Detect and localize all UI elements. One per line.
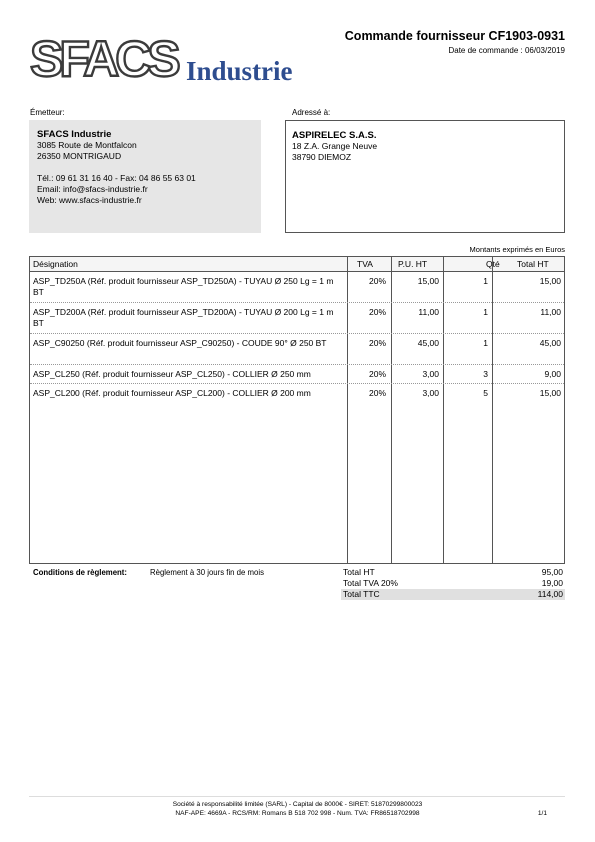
table-row: [30, 303, 564, 334]
total-tva-label: Total TVA 20%: [343, 578, 398, 588]
total-ht-label: Total HT: [343, 567, 375, 577]
page-number: 1/1: [537, 810, 547, 817]
cell-unit-price: 45,00: [417, 338, 439, 348]
totals-block: [341, 567, 565, 600]
header-qty: Qté: [486, 259, 500, 269]
total-tva-row: [341, 578, 565, 589]
cell-tva: 20%: [368, 276, 386, 286]
cell-designation: ASP_TD250A (Réf. produit fournisseur ASP_TD250A) - TUYAU Ø 250 Lg = 1 m BT: [33, 276, 334, 297]
table-row: [30, 384, 564, 402]
cell-designation: ASP_TD200A (Réf. produit fournisseur ASP_TD200A) - TUYAU Ø 200 Lg = 1 m BT: [33, 307, 334, 328]
cell-designation: ASP_C90250 (Réf. produit fournisseur ASP_C90250) - COUDE 90° Ø 250 BT: [33, 338, 327, 348]
table-header: [30, 257, 564, 272]
cell-total: 15,00: [539, 388, 561, 398]
table-row: [30, 334, 564, 365]
cell-total: 15,00: [539, 276, 561, 286]
sender-phone-fax: Tél.: 09 61 31 16 40 - Fax: 04 86 55 63 01: [37, 173, 196, 183]
header-pu: P.U. HT: [398, 259, 428, 269]
total-ttc-value: 114,00: [537, 589, 563, 599]
logo-suffix: Industrie: [186, 56, 293, 86]
cell-tva: 20%: [368, 388, 386, 398]
sender-name: SFACS Industrie: [37, 129, 112, 140]
company-logo: [28, 28, 318, 88]
total-ht-value: 95,00: [541, 567, 563, 577]
sender-web: Web: www.sfacs-industrie.fr: [37, 195, 142, 205]
payment-conditions-value: Règlement à 30 jours fin de mois: [150, 568, 264, 577]
cell-tva: 20%: [368, 369, 386, 379]
recipient-name: ASPIRELEC S.A.S.: [292, 130, 377, 141]
order-lines-table: [29, 256, 565, 564]
sender-address2: 26350 MONTRIGAUD: [37, 151, 122, 161]
cell-designation: ASP_CL250 (Réf. produit fournisseur ASP_CL250) - COLLIER Ø 250 mm: [33, 369, 311, 379]
currency-note: Montants exprimés en Euros: [469, 245, 565, 254]
footer-legal-line1: Société à responsabilité limitée (SARL) - Capital de 8000€ - SIRET: 51870299800023: [172, 801, 423, 808]
header-designation: Désignation: [33, 259, 78, 269]
cell-quantity: 1: [483, 276, 488, 286]
recipient-caption: Adressé à:: [292, 108, 331, 117]
logo-wordmark: SFACS: [30, 31, 177, 87]
cell-total: 11,00: [540, 307, 561, 317]
footer-divider: [29, 796, 565, 797]
cell-tva: 20%: [368, 307, 386, 317]
sender-address1: 3085 Route de Montfalcon: [37, 140, 137, 150]
cell-unit-price: 3,00: [422, 369, 439, 379]
table-row: [30, 365, 564, 384]
total-ttc-label: Total TTC: [343, 589, 380, 599]
cell-unit-price: 15,00: [417, 276, 439, 286]
cell-designation: ASP_CL200 (Réf. produit fournisseur ASP_CL200) - COLLIER Ø 200 mm: [33, 388, 311, 398]
document-title: Commande fournisseur CF1903-0931: [344, 29, 565, 43]
total-ht-row: [341, 567, 565, 578]
total-tva-value: 19,00: [541, 578, 563, 588]
cell-total: 45,00: [539, 338, 561, 348]
payment-conditions-label: Conditions de règlement:: [33, 568, 128, 577]
sender-email: Email: info@sfacs-industrie.fr: [37, 184, 148, 194]
cell-total: 9,00: [544, 369, 561, 379]
cell-tva: 20%: [368, 338, 386, 348]
recipient-block: [285, 120, 565, 233]
sender-block: [29, 120, 261, 233]
cell-quantity: 1: [483, 338, 488, 348]
cell-unit-price: 11,00: [418, 307, 439, 317]
table-row: [30, 272, 564, 303]
header-total: Total HT: [517, 259, 549, 269]
order-date: Date de commande : 06/03/2019: [448, 46, 565, 55]
sender-caption: Émetteur:: [30, 108, 65, 117]
cell-quantity: 1: [483, 307, 488, 317]
recipient-address1: 18 Z.A. Grange Neuve: [292, 141, 378, 151]
recipient-address2: 38790 DIEMOZ: [292, 152, 352, 162]
cell-quantity: 5: [483, 388, 488, 398]
total-ttc-row: [341, 589, 565, 600]
header-tva: TVA: [357, 259, 373, 269]
cell-quantity: 3: [483, 369, 488, 379]
footer-legal-line2: NAF-APE: 4669A - RCS/RM: Romans B 518 702 998 - Num. TVA: FR86518702998: [175, 810, 420, 817]
cell-unit-price: 3,00: [422, 388, 439, 398]
